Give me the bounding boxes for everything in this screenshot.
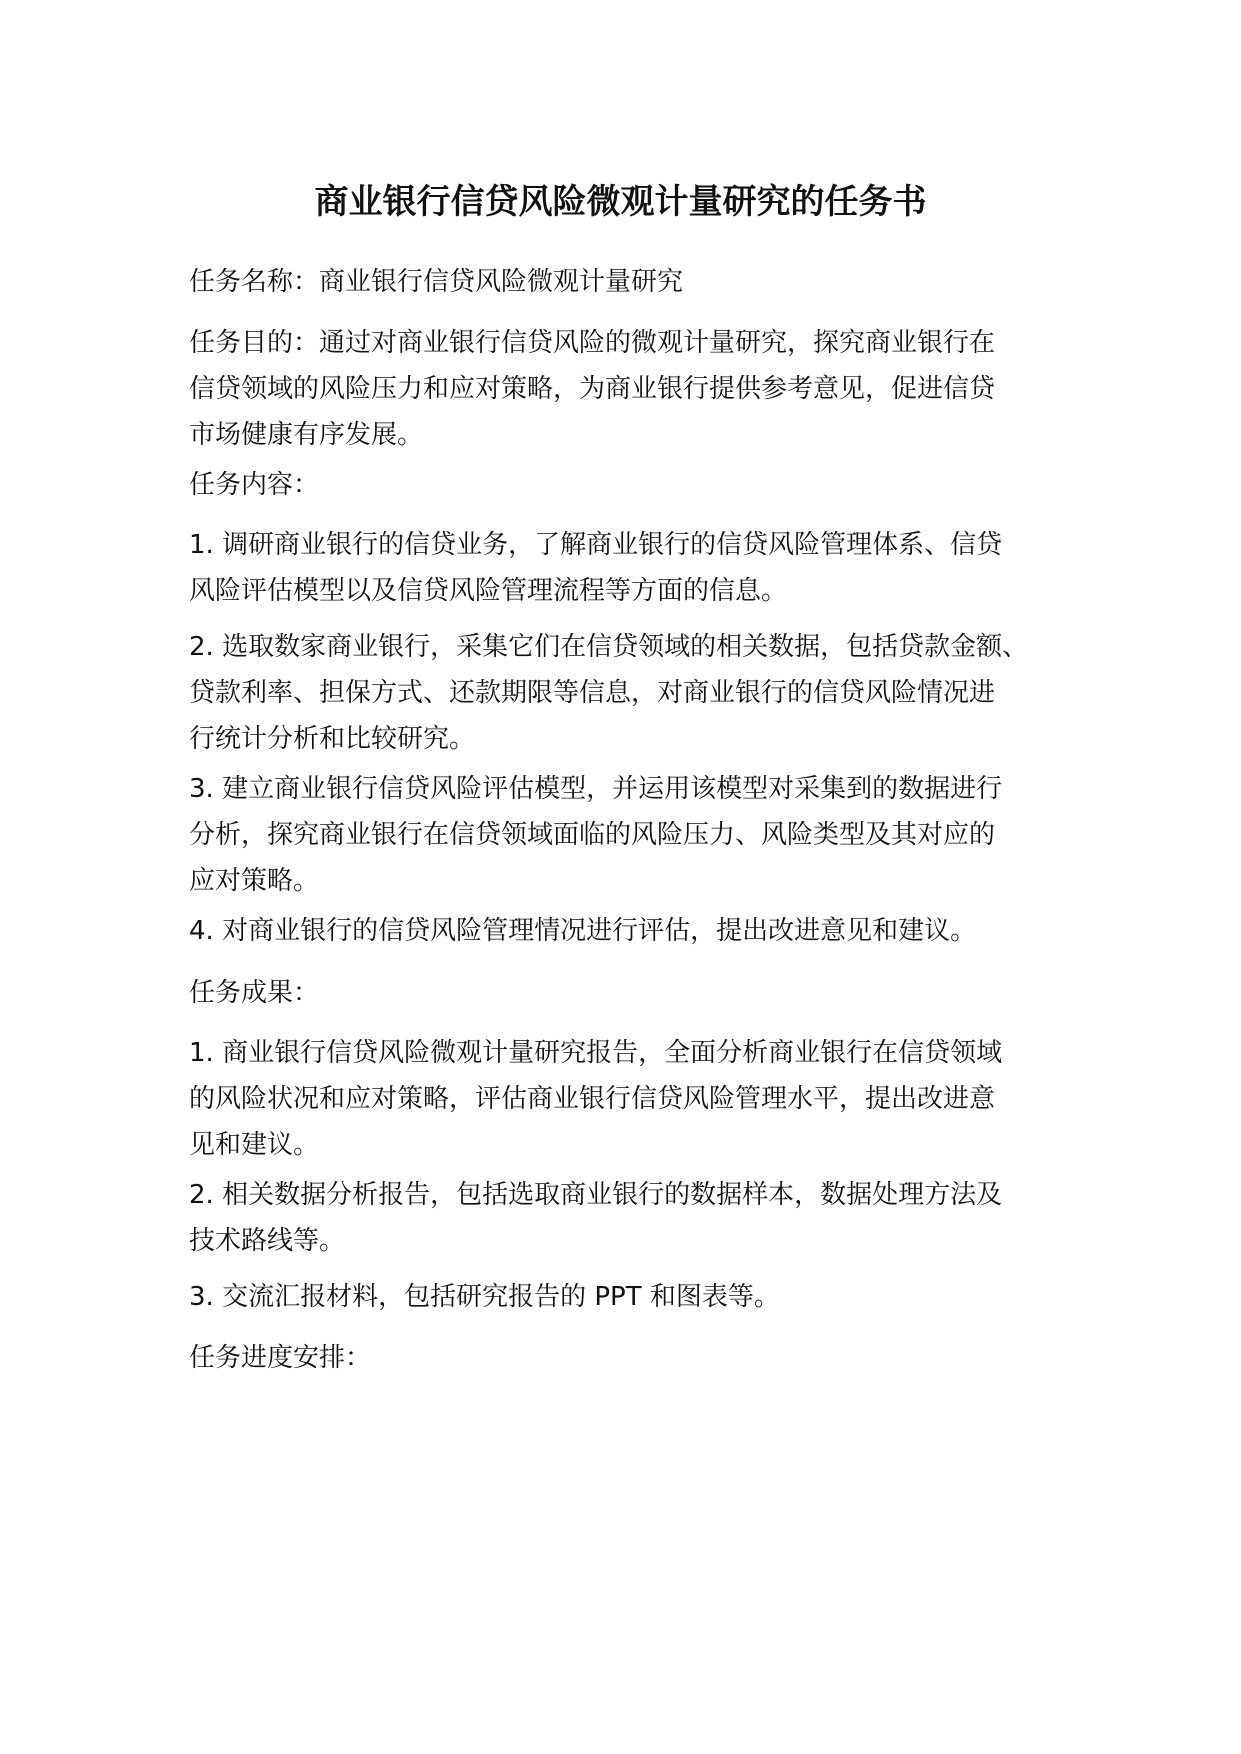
content-item-2 [189,624,1069,762]
task-goal-line: 市场健康有序发展。 [189,420,424,450]
task-name-paragraph: 任务名称：商业银行信贷风险微观计量研究 [189,267,684,297]
result-item-line: 2. 相关数据分析报告，包括选取商业银行的数据样本，数据处理方法及 [189,1180,1003,1210]
result-item-line: 技术路线等。 [189,1226,346,1256]
content-item-line: 贷款利率、担保方式、还款期限等信息，对商业银行的信贷风险情况进 [189,678,996,708]
content-item-line: 4. 对商业银行的信贷风险管理情况进行评估，提出改进意见和建议。 [189,916,977,946]
document-title: 商业银行信贷风险微观计量研究的任务书 [314,182,927,222]
content-item-line: 3. 建立商业银行信贷风险评估模型，并运用该模型对采集到的数据进行 [189,774,1003,804]
content-item-1 [189,522,1069,614]
result-item-1 [189,1030,1069,1168]
content-item-line: 应对策略。 [189,866,320,896]
task-goal-paragraph [189,320,1069,458]
content-item-line: 行统计分析和比较研究。 [189,724,476,754]
task-results-heading: 任务成果： [189,978,320,1008]
task-content-heading: 任务内容： [189,470,320,500]
content-item-line: 2. 选取数家商业银行，采集它们在信贷领域的相关数据，包括贷款金额、 [189,632,1029,662]
content-item-line: 风险评估模型以及信贷风险管理流程等方面的信息。 [189,576,788,606]
result-item-2 [189,1172,1069,1264]
task-goal-line: 任务目的：通过对商业银行信贷风险的微观计量研究，探究商业银行在 [189,328,996,358]
task-goal-line: 信贷领域的风险压力和应对策略，为商业银行提供参考意见，促进信贷 [189,374,996,404]
content-item-4 [189,908,1069,954]
result-item-3 [189,1274,1069,1320]
result-item-line: 见和建议。 [189,1130,320,1160]
content-item-3 [189,766,1069,904]
result-item-line: 1. 商业银行信贷风险微观计量研究报告，全面分析商业银行在信贷领域 [189,1038,1003,1068]
content-item-line: 1. 调研商业银行的信贷业务，了解商业银行的信贷风险管理体系、信贷 [189,530,1003,560]
content-item-line: 分析，探究商业银行在信贷领域面临的风险压力、风险类型及其对应的 [189,820,996,850]
result-item-line: 3. 交流汇报材料，包括研究报告的 PPT 和图表等。 [189,1282,780,1312]
task-schedule-heading: 任务进度安排： [189,1343,372,1373]
result-item-line: 的风险状况和应对策略，评估商业银行信贷风险管理水平，提出改进意 [189,1084,996,1114]
